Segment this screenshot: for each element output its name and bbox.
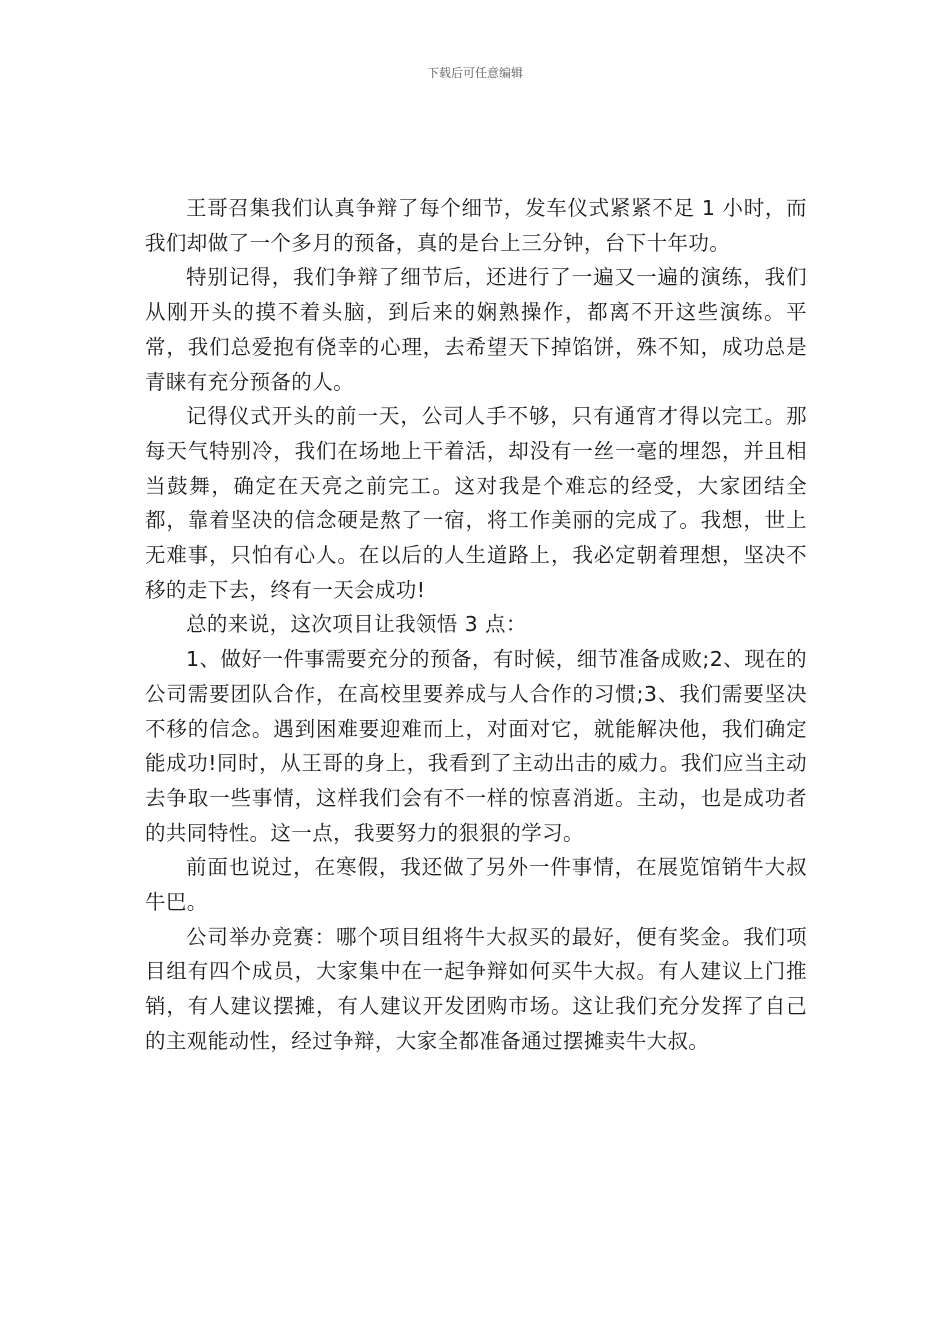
paragraph-6: 前面也说过，在寒假，我还做了另外一件事情，在展览馆销牛大叔牛巴。 <box>145 855 807 915</box>
page-header: 下载后可任意编辑 <box>426 66 523 80</box>
document-body <box>145 191 807 1059</box>
paragraph-5: 1、做好一件事需要充分的预备，有时候，细节准备成败;2、现在的公司需要团队合作，在高校里要养成与人合作的习惯;3、我们需要坚决不移的信念。遇到困难要迎难而上，对面对它，就能解决他，我们确定能成功!同时，从王哥的身上，我看到了主动出击的威力。我们应当主动去争取一些事情，这样我们会有不一样的惊喜消逝。主动，也是成功者的共同特性。这一点，我要努力的狠狠的学习。 <box>145 647 807 845</box>
paragraph-3: 记得仪式开头的前一天，公司人手不够，只有通宵才得以完工。那每天气特别冷，我们在场地上干着活，却没有一丝一毫的埋怨，并且相当鼓舞，确定在天亮之前完工。这对我是个难忘的经受，大家团结全都，靠着坚决的信念硬是熬了一宿，将工作美丽的完成了。我想，世上无难事，只怕有心人。在以后的人生道路上，我必定朝着理想，坚决不移的走下去，终有一天会成功! <box>145 404 807 602</box>
paragraph-1: 王哥召集我们认真争辩了每个细节，发车仪式紧紧不足 1 小时，而我们却做了一个多月的预备，真的是台上三分钟，台下十年功。 <box>145 196 807 255</box>
paragraph-2: 特别记得，我们争辩了细节后，还进行了一遍又一遍的演练，我们从刚开头的摸不着头脑，到后来的娴熟操作，都离不开这些演练。平常，我们总爱抱有侥幸的心理，去希望天下掉馅饼，殊不知，成功总是青睐有充分预备的人。 <box>145 265 807 394</box>
paragraph-7: 公司举办竞赛：哪个项目组将牛大叔买的最好，便有奖金。我们项目组有四个成员，大家集中在一起争辩如何买牛大叔。有人建议上门推销，有人建议摆摊，有人建议开发团购市场。这让我们充分发挥了自己的主观能动性，经过争辩，大家全都准备通过摆摊卖牛大叔。 <box>145 924 807 1053</box>
paragraph-4: 总的来说，这次项目让我领悟 3 点： <box>186 612 527 637</box>
